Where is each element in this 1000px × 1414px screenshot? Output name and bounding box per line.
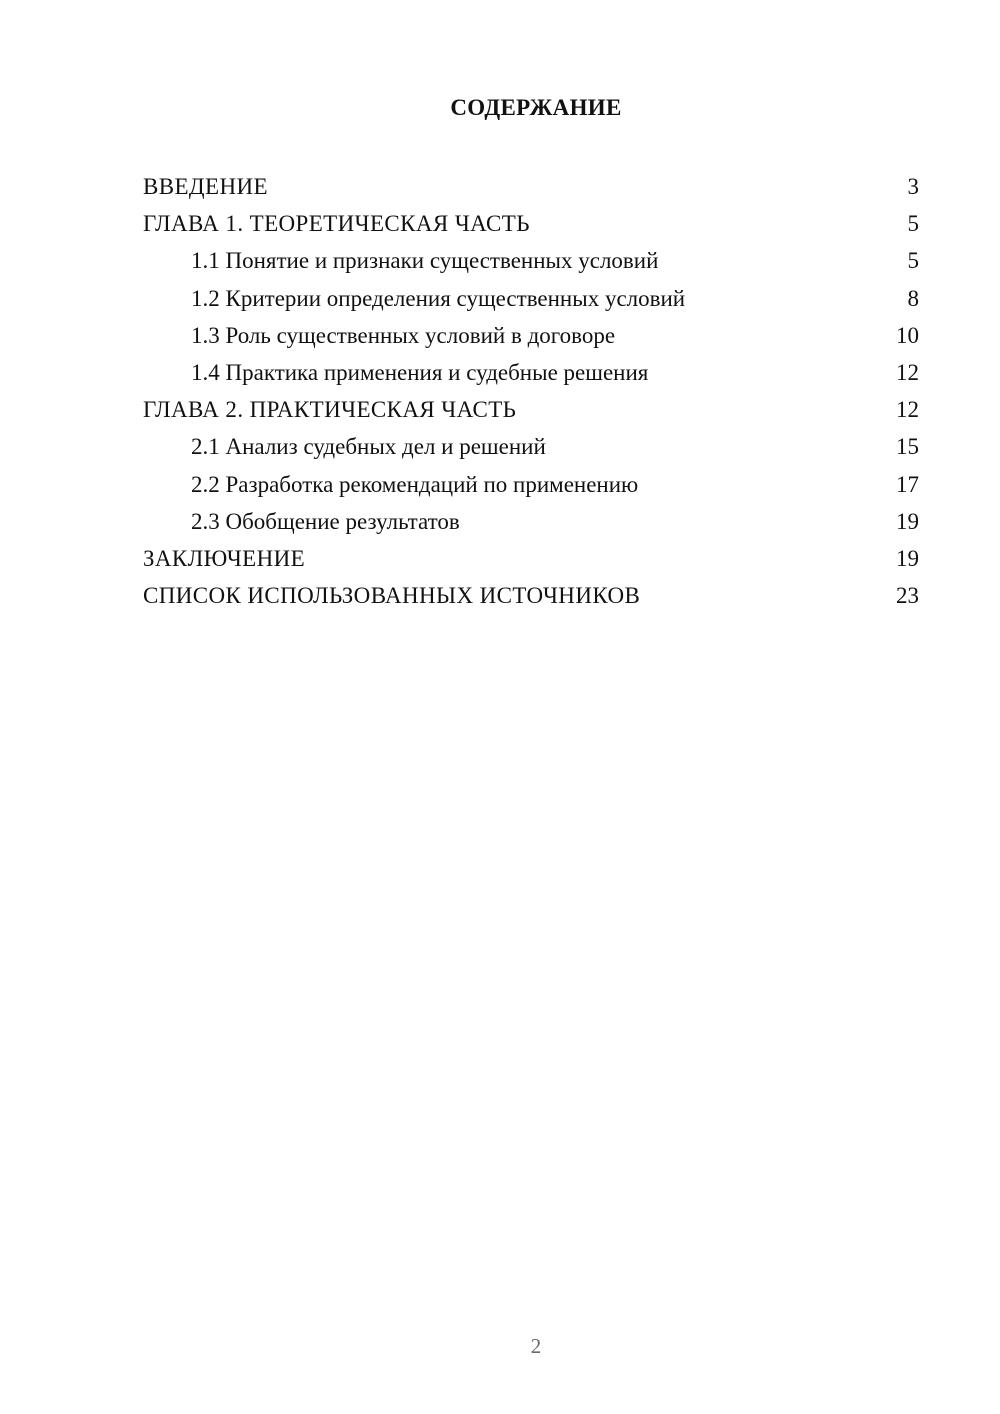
toc-entry-page: 12 (896, 397, 919, 423)
toc-entry-section-1-2 (143, 280, 919, 317)
toc-entry-label: 2.3 Обобщение результатов (191, 508, 460, 534)
toc-entry-conclusion (143, 540, 919, 577)
toc-entry-page: 19 (896, 508, 919, 534)
toc-entry-section-2-1 (143, 428, 919, 465)
toc-entry-page: 10 (896, 322, 919, 348)
toc-entry-section-1-4 (143, 354, 919, 391)
toc-entry-section-2-3 (143, 503, 919, 540)
toc-entry-label: СПИСОК ИСПОЛЬЗОВАННЫХ ИСТОЧНИКОВ (143, 583, 641, 609)
toc-entry-page: 19 (896, 545, 919, 571)
toc-entry-page: 12 (896, 359, 919, 385)
toc-entry-chapter-1 (143, 205, 919, 242)
toc-entry-label: ВВЕДЕНИЕ (143, 174, 268, 199)
toc-entry-page: 23 (896, 583, 919, 609)
toc-entry-label: 2.2 Разработка рекомендаций по применению (191, 471, 639, 497)
toc-title: СОДЕРЖАНИЕ (450, 95, 622, 120)
toc-entry-references (143, 577, 919, 614)
toc-entry-section-2-2 (143, 466, 919, 503)
table-of-contents (143, 168, 919, 614)
toc-entry-label: 1.2 Критерии определения существенных условий (191, 285, 686, 311)
toc-entry-label: 1.4 Практика применения и судебные решения (191, 359, 649, 385)
page-number: 2 (530, 1334, 542, 1358)
toc-entry-label: 1.1 Понятие и признаки существенных условий (191, 248, 659, 274)
toc-entry-label: 2.1 Анализ судебных дел и решений (191, 434, 546, 460)
toc-entry-page: 3 (907, 174, 919, 199)
toc-entry-label: ГЛАВА 2. ПРАКТИЧЕСКАЯ ЧАСТЬ (143, 397, 517, 423)
toc-entry-page: 8 (907, 285, 919, 311)
toc-entry-page: 5 (907, 211, 919, 237)
toc-entry-page: 17 (896, 471, 919, 497)
toc-entry-section-1-3 (143, 317, 919, 354)
toc-entry-page: 15 (896, 434, 919, 460)
toc-entry-section-1-1 (143, 242, 919, 279)
toc-entry-label: ГЛАВА 1. ТЕОРЕТИЧЕСКАЯ ЧАСТЬ (143, 211, 530, 237)
toc-entry-page: 5 (907, 248, 919, 274)
toc-entry-introduction (143, 168, 919, 205)
toc-entry-label: ЗАКЛЮЧЕНИЕ (143, 545, 306, 571)
toc-entry-chapter-2 (143, 391, 919, 428)
toc-entry-label: 1.3 Роль существенных условий в договоре (191, 322, 616, 348)
